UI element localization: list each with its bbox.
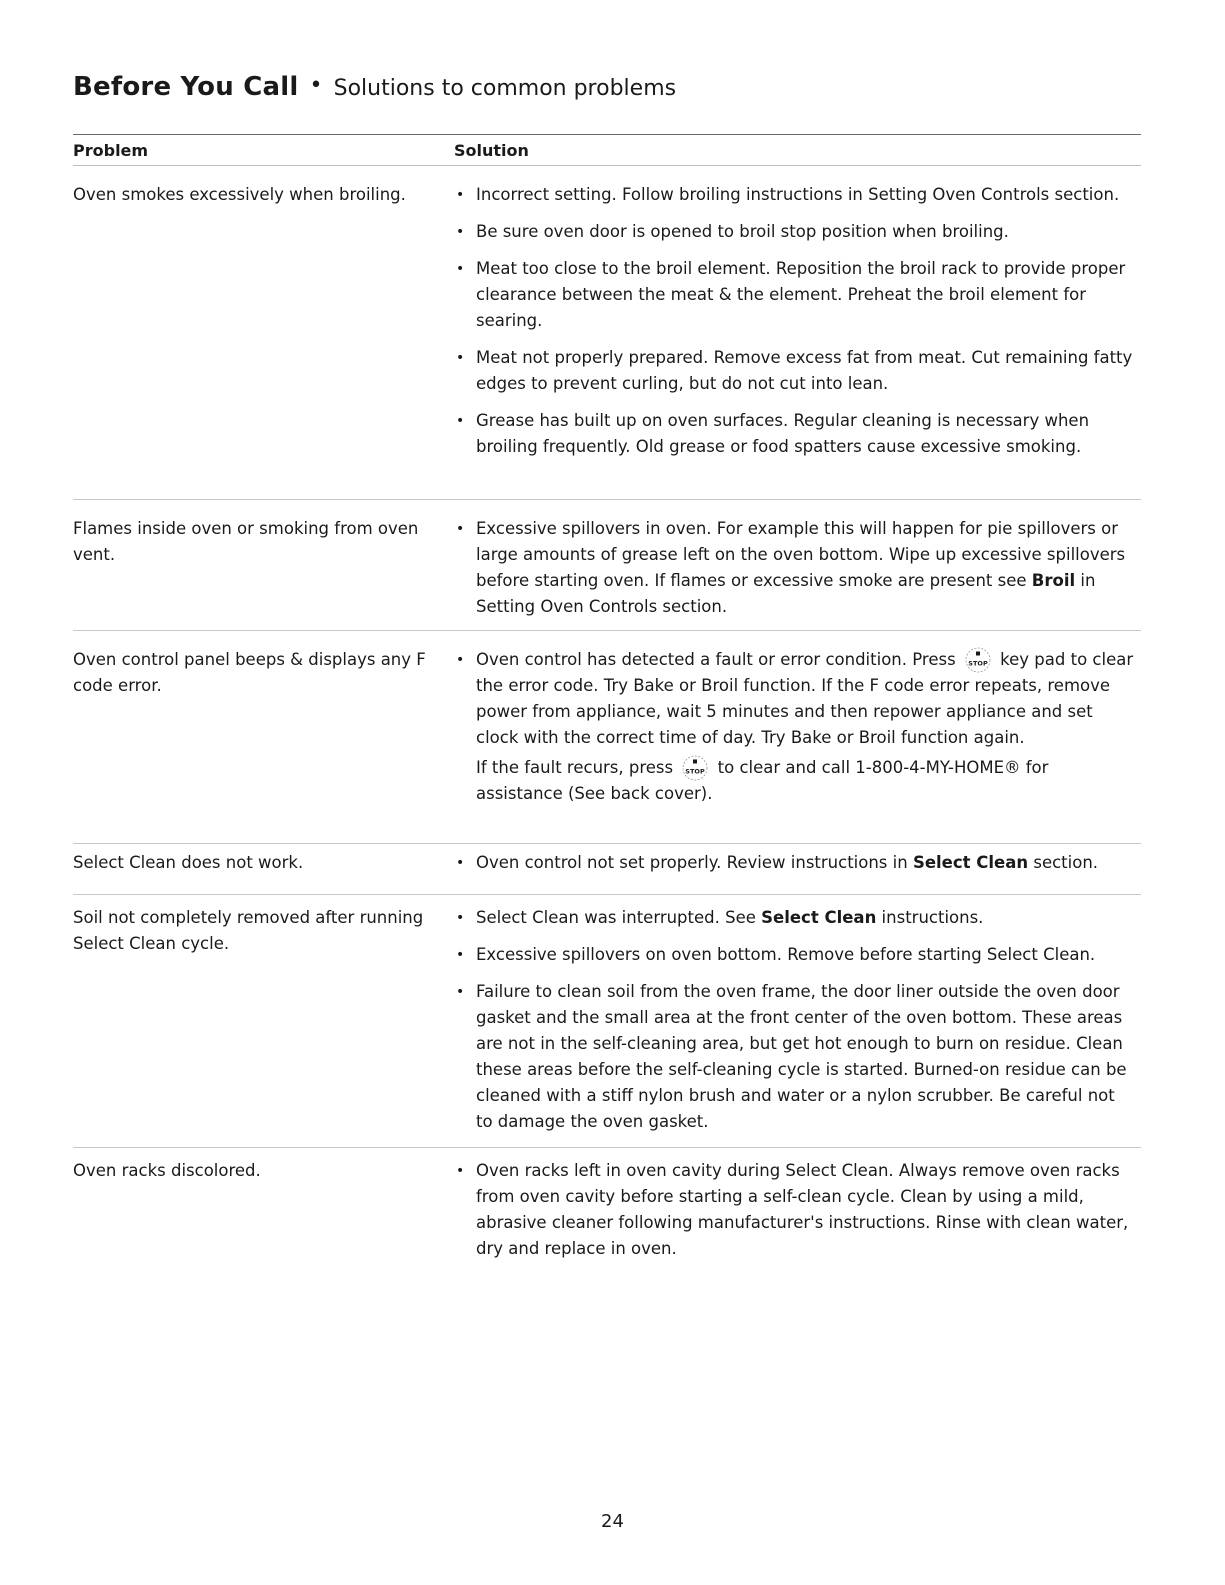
stop-key-icon — [680, 755, 710, 781]
solution-list — [456, 844, 1136, 876]
stop-key-icon — [963, 647, 993, 673]
problem-text: Oven racks discolored. — [73, 1161, 261, 1180]
solution-item — [456, 647, 1136, 751]
solution-continuation — [456, 755, 1136, 807]
table-header — [73, 134, 1141, 166]
header-solution: Solution — [454, 141, 529, 160]
problem-text: Select Clean does not work. — [73, 853, 304, 872]
table-row — [73, 844, 1141, 895]
solution-item: • Grease has built up on oven surfaces. Regular cleaning is necessary when broiling frequently. Old grease or food spatters cause excessive smoking. — [456, 408, 1136, 460]
page-number: 24 — [601, 1511, 624, 1532]
header-problem: Problem — [73, 141, 149, 160]
solution-bold: Select Clean — [912, 853, 1029, 872]
solution-bold: Select Clean — [761, 908, 877, 927]
solution-item: • Meat too close to the broil element. Reposition the broil rack to provide proper clearance between the meat & the element. Preheat the broil element for searing. — [456, 256, 1136, 334]
solution-text: instructions. — [876, 908, 984, 927]
table-row — [73, 1148, 1141, 1278]
troubleshooting-page — [73, 72, 1141, 1278]
solution-item — [456, 850, 1136, 876]
solution-list — [456, 1148, 1136, 1262]
problem-text: Oven smokes excessively when broiling. — [73, 185, 406, 204]
problem-text: Oven control panel beeps & displays any F code error. — [73, 650, 426, 695]
solution-item — [456, 516, 1136, 620]
solution-text: key pad to clear the error code. Try Bake or Broil function. If the F code error repeats, remove power from appliance, wait 5 minutes and then repower appliance and set clock with the correct time of day. Try Bake or Broil function again. — [476, 650, 1134, 747]
solution-bold: Broil — [1031, 571, 1076, 590]
solution-list — [456, 500, 1136, 620]
page-title — [73, 72, 1141, 112]
table-row — [73, 631, 1141, 844]
solution-item — [456, 905, 1136, 931]
solution-text: Oven control not set properly. Review instructions in — [476, 853, 913, 872]
solution-list — [456, 631, 1136, 807]
table-row — [73, 500, 1141, 631]
solution-item: • Oven racks left in oven cavity during Select Clean. Always remove oven racks from oven cavity before starting a self-clean cycle. Clean by using a mild, abrasive cleaner following manufacturer's instructions. Rinse with clean water, dry and replace in oven. — [456, 1158, 1136, 1262]
problem-text: Soil not completely removed after running Select Clean cycle. — [73, 908, 424, 953]
title-main: Before You Call — [73, 72, 299, 102]
solution-text: Select Clean was interrupted. See — [476, 908, 762, 927]
solution-item: • Incorrect setting. Follow broiling instructions in Setting Oven Controls section. — [456, 182, 1136, 208]
solution-item: • Failure to clean soil from the oven frame, the door liner outside the oven door gasket and the small area at the front center of the oven bottom. These areas are not in the self-cleaning area, but get hot enough to burn on residue. Clean these areas before the self-cleaning cycle is started. Burned-on residue can be cleaned with a stiff nylon brush and water or a nylon scrubber. Be careful not to damage the oven gasket. — [456, 979, 1136, 1135]
solution-text: Oven control has detected a fault or error condition. Press — [476, 650, 956, 669]
solution-text: in Setting Oven Controls section. — [476, 571, 1096, 616]
solution-item: • Excessive spillovers on oven bottom. Remove before starting Select Clean. — [456, 942, 1136, 968]
title-separator: • — [309, 73, 323, 98]
problem-text: Flames inside oven or smoking from oven vent. — [73, 519, 419, 564]
table-row — [73, 166, 1141, 500]
title-subtitle: Solutions to common problems — [333, 76, 677, 101]
solution-text: section. — [1028, 853, 1099, 872]
solution-item: • Be sure oven door is opened to broil stop position when broiling. — [456, 219, 1136, 245]
stop-label: STOP — [968, 659, 988, 668]
solution-list — [456, 895, 1136, 1135]
solution-item: • Meat not properly prepared. Remove excess fat from meat. Cut remaining fatty edges to prevent curling, but do not cut into lean. — [456, 345, 1136, 397]
stop-label: STOP — [685, 767, 706, 776]
solution-text: If the fault recurs, press — [476, 758, 674, 777]
solution-text: to clear and call 1-800-4-MY-HOME® for assistance (See back cover). — [476, 758, 1049, 803]
solution-text: Excessive spillovers in oven. For example this will happen for pie spillovers or large amounts of grease left on the oven bottom. Wipe up excessive spillovers before starting oven. If flames or excessive smoke are present see — [476, 519, 1126, 590]
solution-list — [456, 166, 1136, 460]
table-row — [73, 895, 1141, 1148]
